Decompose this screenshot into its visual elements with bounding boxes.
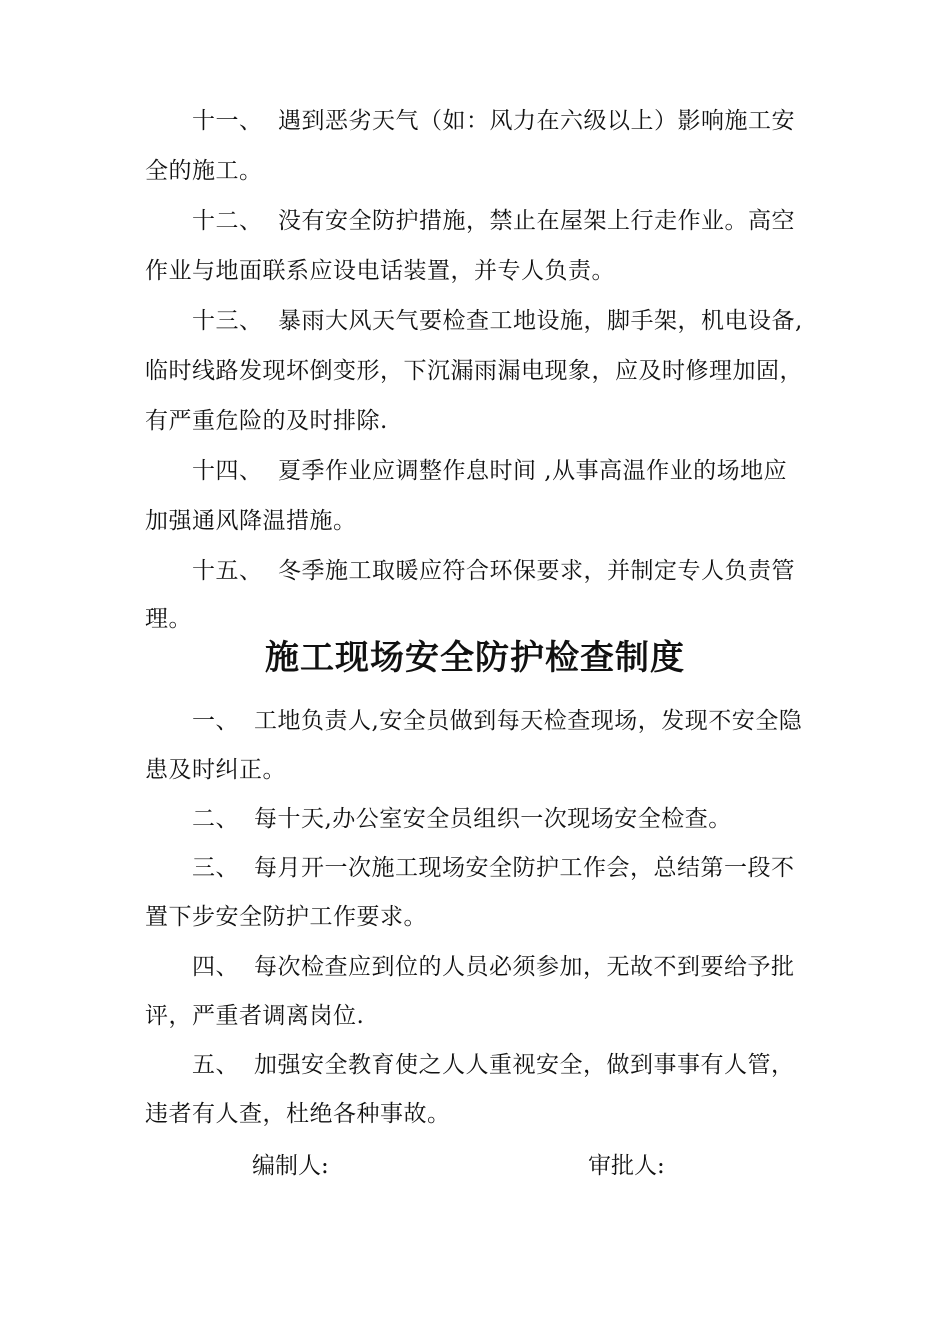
rule-11-text: 遇到恶劣天气（如：风力在六级以上）影响施工安 <box>278 108 795 134</box>
rule-14-text: 夏季作业应调整作息时间 ,从事高温作业的场地应 <box>278 458 788 484</box>
rule-15-line-2: 理。 <box>145 606 192 632</box>
rule-11-number: 十一、 <box>192 108 263 134</box>
approver-label: 审批人: <box>588 1153 665 1179</box>
rule-4-number: 四、 <box>192 954 239 980</box>
rule-15-line-1 <box>192 556 862 586</box>
rule-4-text: 每次检查应到位的人员必须参加，无故不到要给予批 <box>254 954 795 980</box>
rule-3-line-2: 置下步安全防护工作要求。 <box>145 904 427 930</box>
rule-2-line-1 <box>192 804 862 834</box>
rule-15-number: 十五、 <box>192 558 263 584</box>
rule-12-line-1 <box>192 206 862 236</box>
rule-3-text: 每月开一次施工现场安全防护工作会，总结第一段不 <box>254 855 795 881</box>
section-title: 施工现场安全防护检查制度 <box>265 638 685 678</box>
rule-2-text: 每十天,办公室安全员组织一次现场安全检查。 <box>254 806 732 832</box>
rule-14-number: 十四、 <box>192 458 263 484</box>
rule-4-line-1 <box>192 952 862 982</box>
rule-4-line-2: 评，严重者调离岗位. <box>145 1003 365 1029</box>
rule-5-line-2: 违者有人查，杜绝各种事故。 <box>145 1101 451 1127</box>
rule-2-number: 二、 <box>192 806 239 832</box>
rule-12-text: 没有安全防护措施，禁止在屋架上行走作业。高空 <box>278 208 795 234</box>
compiler-label: 编制人: <box>252 1153 329 1179</box>
rule-11-line-1 <box>192 106 862 136</box>
rule-13-text: 暴雨大风天气要检查工地设施，脚手架，机电设备, <box>278 308 803 334</box>
rule-14-line-1 <box>192 456 862 486</box>
rule-3-line-1 <box>192 853 862 883</box>
rule-12-line-2: 作业与地面联系应设电话装置，并专人负责。 <box>145 258 615 284</box>
rule-15-text: 冬季施工取暖应符合环保要求，并制定专人负责管 <box>278 558 795 584</box>
rule-3-number: 三、 <box>192 855 239 881</box>
rule-1-text: 工地负责人,安全员做到每天检查现场，发现不安全隐 <box>254 708 803 734</box>
rule-12-number: 十二、 <box>192 208 263 234</box>
rule-5-text: 加强安全教育使之人人重视安全，做到事事有人管， <box>254 1052 795 1078</box>
rule-5-line-1 <box>192 1050 862 1080</box>
rule-5-number: 五、 <box>192 1052 239 1078</box>
rule-1-number: 一、 <box>192 708 239 734</box>
rule-13-line-1 <box>192 306 862 336</box>
rule-1-line-1 <box>192 706 862 736</box>
rule-13-line-2: 临时线路发现坏倒变形，下沉漏雨漏电现象，应及时修理加固， <box>145 358 803 384</box>
rule-13-number: 十三、 <box>192 308 263 334</box>
rule-11-line-2: 全的施工。 <box>145 158 263 184</box>
rule-1-line-2: 患及时纠正。 <box>145 757 286 783</box>
rule-13-line-3: 有严重危险的及时排除. <box>145 408 388 434</box>
rule-14-line-2: 加强通风降温措施。 <box>145 508 357 534</box>
